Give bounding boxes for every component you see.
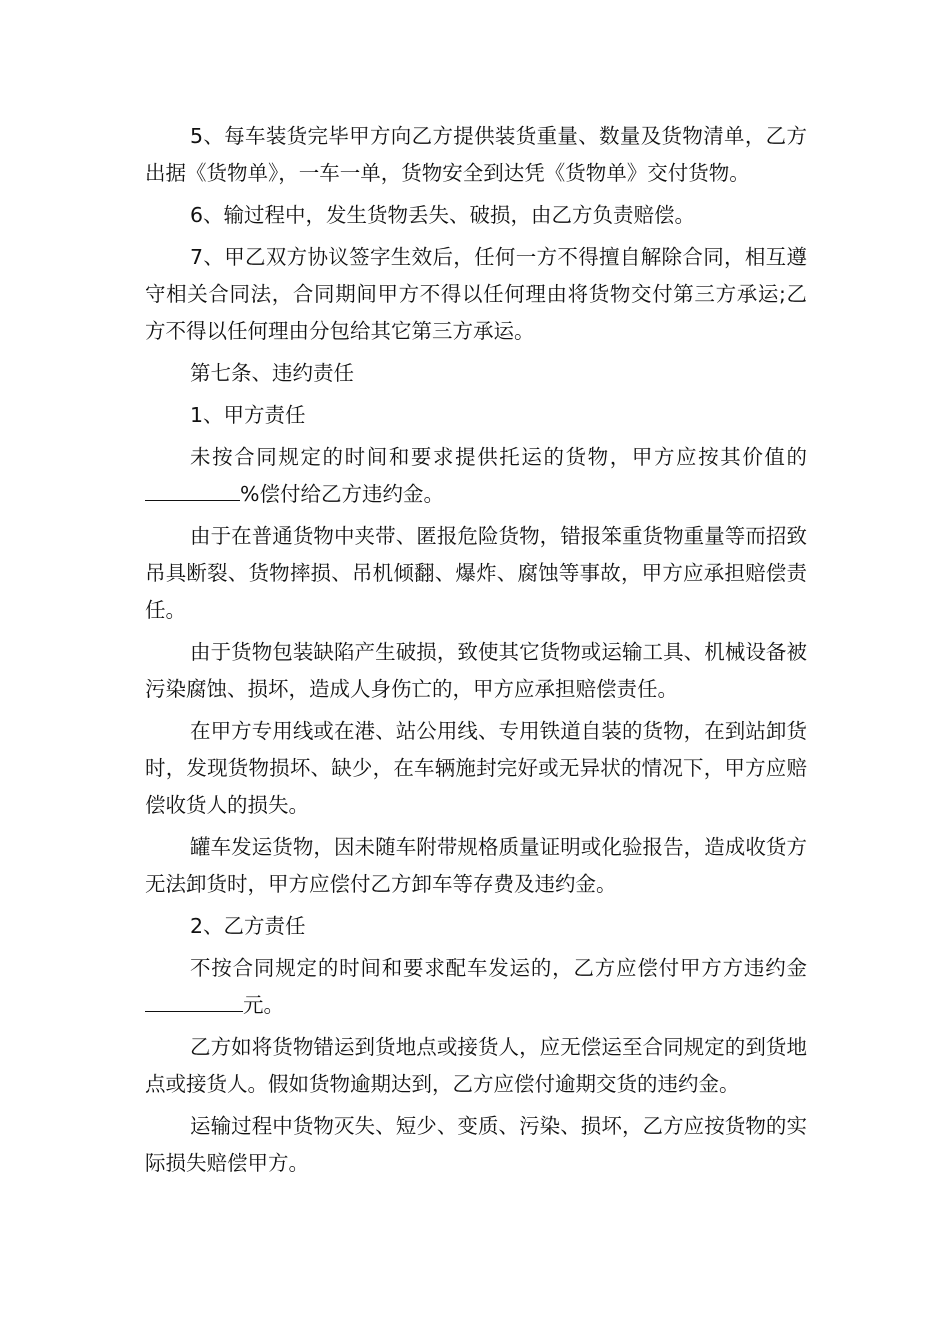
clause-7-paragraph: 7、甲乙双方协议签字生效后，任何一方不得擅自解除合同，相互遵守相关合同法，合同期间甲方不得以任何理由将货物交付第三方承运;乙方不得以任何理由分包给其它第三方承运。 [145, 245, 807, 343]
penalty-amount-blank [145, 987, 243, 1012]
transport-loss-paragraph: 运输过程中货物灭失、短少、变质、污染、损坏，乙方应按货物的实际损失赔偿甲方。 [145, 1114, 807, 1175]
party-a-penalty-text-before: 未按合同规定的时间和要求提供托运的货物，甲方应按其价值的 [190, 445, 807, 469]
clause-5-paragraph: 5、每车装货完毕甲方向乙方提供装货重量、数量及货物清单，乙方出据《货物单》，一车一单，货物安全到达凭《货物单》交付货物。 [145, 124, 807, 185]
party-b-penalty-text-before: 不按合同规定的时间和要求配车发运的，乙方应偿付甲方方违约金 [190, 956, 807, 980]
clause-6-paragraph: 6、输过程中，发生货物丢失、破损，由乙方负责赔偿。 [190, 203, 696, 227]
party-a-penalty-text-after: %偿付给乙方违约金。 [240, 482, 444, 506]
self-loading-paragraph: 在甲方专用线或在港、站公用线、专用铁道自装的货物，在到站卸货时，发现货物损坏、缺少，在车辆施封完好或无异状的情况下，甲方应赔偿收货人的损失。 [145, 719, 807, 817]
party-b-penalty-paragraph [145, 950, 807, 1024]
party-a-penalty-paragraph [145, 439, 807, 513]
party-b-penalty-text-after: 元。 [243, 993, 284, 1017]
party-a-liability-heading: 1、甲方责任 [190, 403, 306, 427]
packaging-defect-paragraph: 由于货物包装缺陷产生破损，致使其它货物或运输工具、机械设备被污染腐蚀、损坏，造成人身伤亡的，甲方应承担赔偿责任。 [145, 640, 807, 701]
tank-car-paragraph: 罐车发运货物，因未随车附带规格质量证明或化验报告，造成收货方无法卸货时，甲方应偿付乙方卸车等存费及违约金。 [145, 835, 807, 896]
party-b-liability-heading: 2、乙方责任 [190, 914, 306, 938]
misdelivery-paragraph: 乙方如将货物错运到货地点或接货人，应无偿运至合同规定的到货地点或接货人。假如货物逾期达到，乙方应偿付逾期交货的违约金。 [145, 1035, 807, 1096]
dangerous-goods-paragraph: 由于在普通货物中夹带、匿报危险货物，错报笨重货物重量等而招致吊具断裂、货物摔损、吊机倾翻、爆炸、腐蚀等事故，甲方应承担赔偿责任。 [145, 524, 807, 622]
article-7-heading: 第七条、违约责任 [190, 361, 354, 385]
penalty-percent-blank [145, 476, 240, 501]
contract-body [145, 118, 807, 1187]
